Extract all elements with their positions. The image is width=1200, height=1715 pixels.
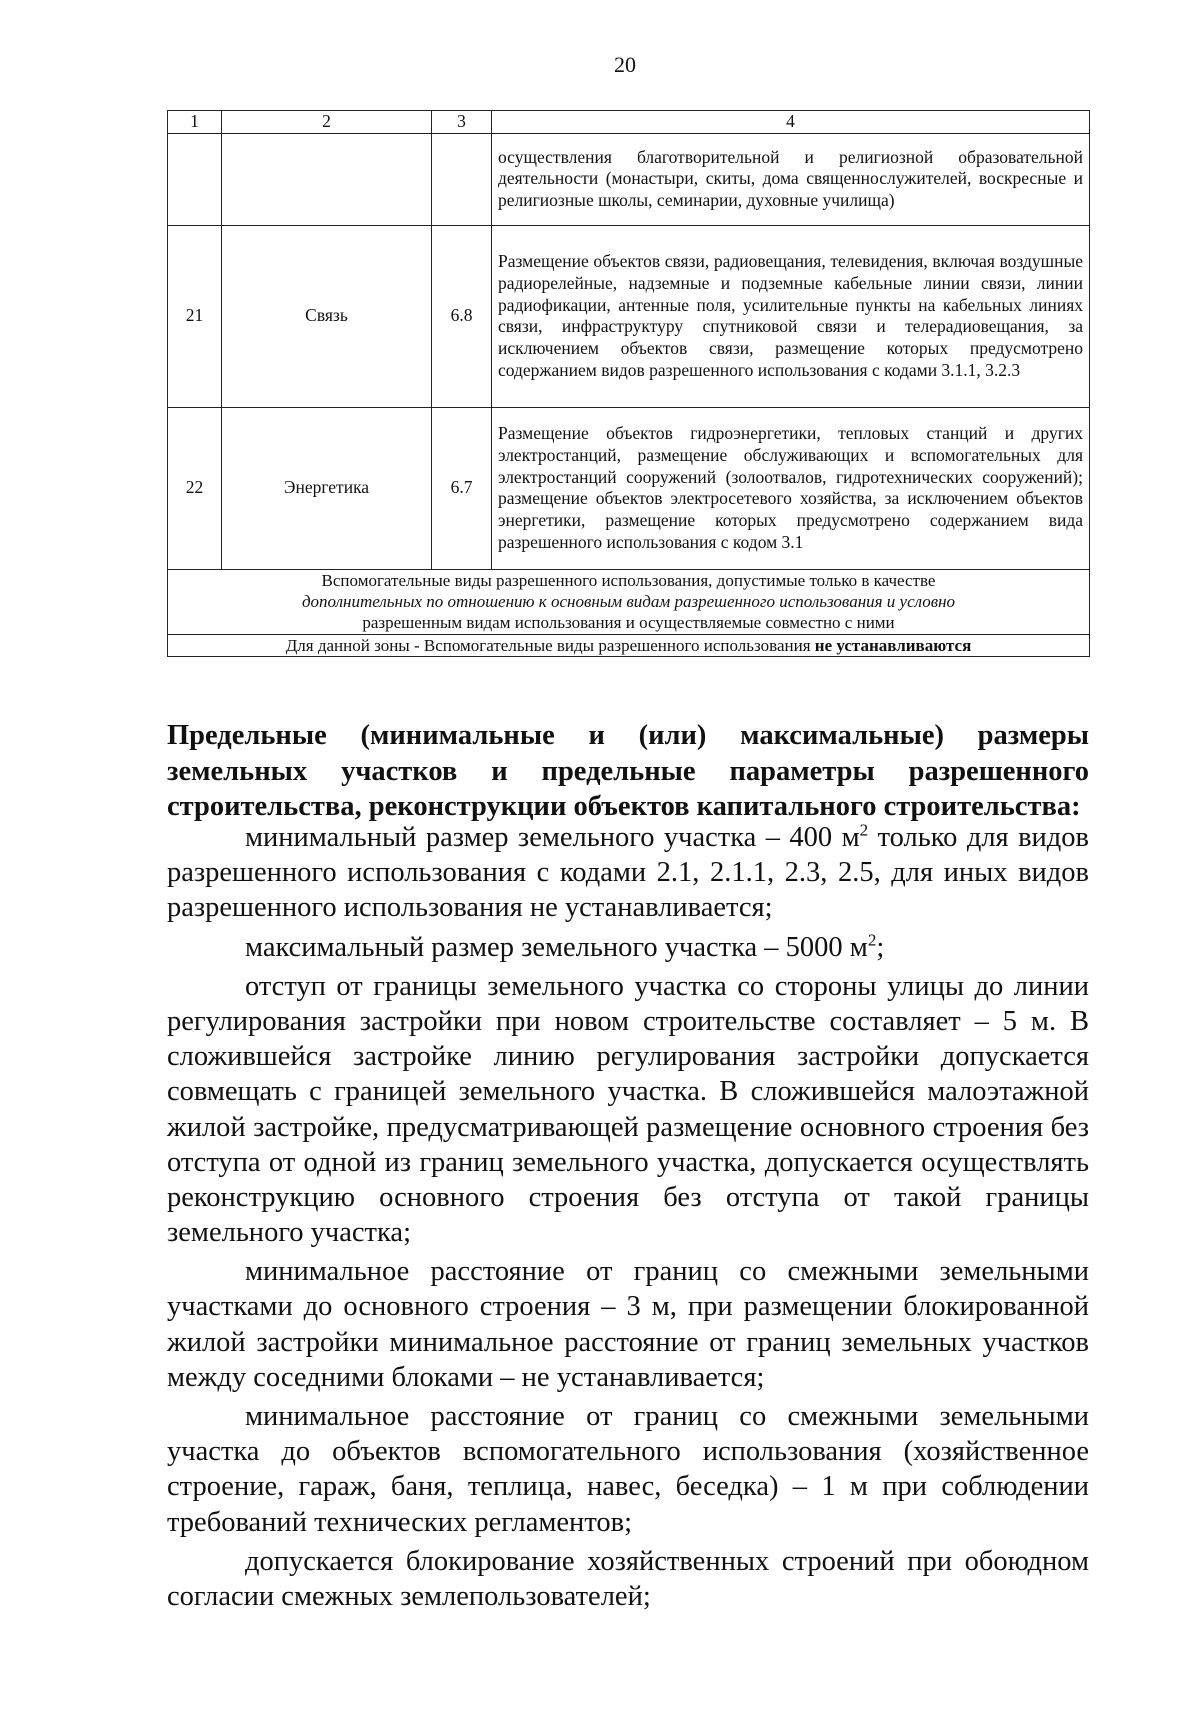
use-type-code: 6.7	[432, 407, 492, 569]
column-header: 4	[492, 111, 1090, 134]
table-cell	[432, 133, 492, 225]
column-header: 1	[168, 111, 222, 134]
auxiliary-uses-title-line: Вспомогательные виды разрешенного использования, допустимые только в качестве	[321, 570, 936, 590]
table-cell	[168, 133, 222, 225]
table-cell	[222, 133, 432, 225]
column-header: 3	[432, 111, 492, 134]
paragraph: отступ от границы земельного участка со стороны улицы до линии регулирования застройки при новом строительстве составляет – 5 м. В сложившейся застройке линию регулирования застройки допускается совмещать с границей земельного участка. В сложившейся малоэтажной жилой застройке, предусматривающей размещение основного строения без отступа от одной из границ земельного участка, допускается осуществлять реконструкцию основного строения без отступа от такой границы земельного участка;	[167, 970, 1089, 1249]
table-row	[168, 407, 1090, 569]
paragraph-text: ;	[876, 931, 885, 963]
use-type-description: Размещение объектов гидроэнергетики, тепловых станций и других электростанций, размещение обслуживающих и вспомогательных для электростанций сооружений (золоотвалов, гидротехнических сооружений); размещение объектов электросетевого хозяйства, за исключением объектов энергетики, размещение которых предусмотрено содержанием вида разрешенного использования с кодом 3.1	[492, 407, 1090, 569]
land-use-table	[167, 110, 1090, 657]
paragraph-text: только для видов разрешенного использования с кодами 2.1, 2.1.1, 2.3, 2.5, для иных видов разрешенного использования не устанавливается;	[167, 822, 1089, 924]
paragraph	[167, 820, 1089, 926]
page-number: 20	[614, 52, 636, 77]
row-number: 21	[168, 225, 222, 407]
auxiliary-uses-title-row	[168, 569, 1090, 634]
superscript: 2	[867, 930, 877, 950]
table-row	[168, 133, 1090, 225]
paragraph: минимальное расстояние от границ со смежными земельными участка до объектов вспомогательного использования (хозяйственное строение, гараж, баня, теплица, навес, беседка) – 1 м при соблюдении требований технических регламентов;	[167, 1401, 1089, 1538]
paragraph-text: максимальный размер земельного участка – 5000 м	[245, 931, 868, 963]
auxiliary-uses-title-line: дополнительных по отношению к основным видам разрешенного использования и условно	[301, 592, 956, 612]
row-number: 22	[168, 407, 222, 569]
continuation-description: осуществления благотворительной и религиозной образовательной деятельности (монастыри, скиты, дома священнослужителей, воскресные и религиозные школы, семинарии, духовные училища)	[492, 133, 1090, 225]
use-type-code: 6.8	[432, 225, 492, 407]
auxiliary-uses-note-emphasis: не устанавливаются	[814, 635, 972, 655]
paragraph-text: минимальный размер земельного участка – 400 м	[245, 822, 860, 853]
paragraph: минимальное расстояние от границ со смежными земельными участками до основного строения – 3 м, при размещении блокированной жилой застройки минимальное расстояние от границ земельных участков между соседними блоками – не устанавливается;	[167, 1256, 1089, 1393]
superscript: 2	[859, 820, 869, 840]
use-type-name: Энергетика	[222, 407, 432, 569]
auxiliary-uses-title-line: разрешенным видам использования и осуществляемые совместно с ними	[362, 613, 895, 633]
use-type-name: Связь	[222, 225, 432, 407]
column-header: 2	[222, 111, 432, 134]
table-header-row	[168, 111, 1090, 134]
auxiliary-uses-note-row	[168, 634, 1090, 656]
paragraph	[167, 930, 1089, 965]
table-row	[168, 225, 1090, 407]
auxiliary-uses-note	[168, 634, 1090, 656]
paragraph: допускается блокирование хозяйственных строений при обоюдном согласии смежных землепользователей;	[167, 1545, 1089, 1612]
use-type-description: Размещение объектов связи, радиовещания, телевидения, включая воздушные радиорелейные, надземные и подземные кабельные линии связи, линии радиофикации, антенные поля, усилительные пункты на кабельных линиях связи, инфраструктуру спутниковой связи и телерадиовещания, за исключением объектов связи, размещение которых предусмотрено содержанием видов разрешенного использования с кодами 3.1.1, 3.2.3	[492, 225, 1090, 407]
section-heading: Предельные (минимальные и (или) максимальные) размеры земельных участков и предельные параметры разрешенного строительства, реконструкции объектов капитального строительства:	[167, 720, 1089, 823]
auxiliary-uses-title	[168, 569, 1090, 634]
parameters-text	[167, 820, 1089, 1618]
auxiliary-uses-note-text: Для данной зоны - Вспомогательные виды разрешенного использования	[285, 635, 815, 655]
